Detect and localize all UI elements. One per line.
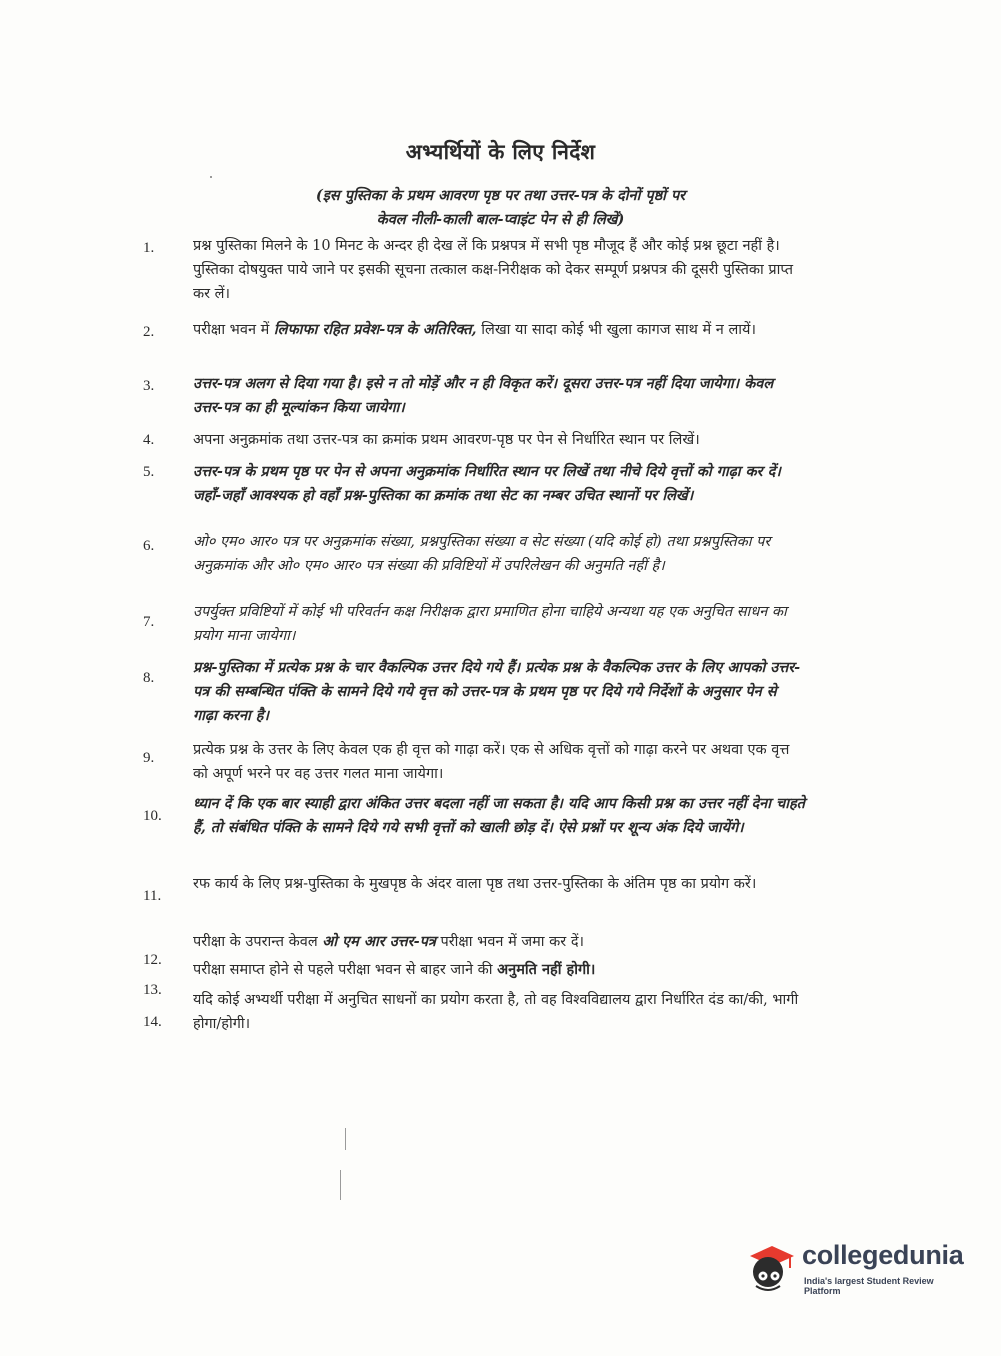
page-title: अभ्यर्थियों के लिए निर्देश [405,139,596,164]
instruction-text [193,930,805,954]
subtitle [0,184,1001,232]
instruction-text: ध्यान दें कि एक बार स्याही द्वारा अंकित उत्तर बदला नहीं जा सकता है। यदि आप किसी प्रश्न का उत्तर नहीं देना चाहते हैं, तो संबंधित पंक्ति के सामने दिये गये सभी वृत्तों को खाली छोड़ दें। ऐसे प्रश्नों पर शून्य अंक दिये जायेंगे। [193,795,805,836]
instruction-text: प्रत्येक प्रश्न के उत्तर के लिए केवल एक ही वृत्त को गाढ़ा करें। एक से अधिक वृत्तों को गाढ़ा करने पर अथवा एक वृत्त को अपूर्ण भरने पर वह उत्तर गलत माना जायेगा। [193,742,790,782]
instruction-text-part: परीक्षा भवन में [193,322,274,338]
instruction-text: प्रश्न-पुस्तिका में प्रत्येक प्रश्न के चार वैकल्पिक उत्तर दिये गये हैं। प्रत्येक प्रश्न के वैकल्पिक उत्तर के लिए आपको उत्तर-पत्र की सम्बन्धित पंक्ति के सामने दिये गये वृत्त को उत्तर-पत्र के प्रथम पृष्ठ पर दिये गये निर्देशों के अनुसार पेन से गाढ़ा करना है। [193,659,801,724]
instruction-text: ओ० एम० आर० पत्र पर अनुक्रमांक संख्या, प्रश्नपुस्तिका संख्या व सेट संख्या (यदि कोई हो) तथा प्रश्नपुस्तिका पर अनुक्रमांक और ओ० एम० आर० पत्र संख्या की प्रविष्टियों में उपरिलेखन की अनुमति नहीं है। [193,534,771,574]
instruction-number: 3. [143,378,155,394]
instruction-number: 9. [143,750,155,766]
instruction-text-part: लिखा या सादा कोई भी खुला कागज साथ में न लायें। [476,322,756,338]
instruction-text [193,318,805,342]
instruction-text-emphasis: लिफाफा रहित प्रवेश-पत्र के अतिरिक्त, [273,321,477,338]
subtitle-line-2: केवल नीली-काली बाल-प्वाइंट पेन से ही लिखें) [376,211,625,228]
instruction-number: 14. [143,1014,162,1030]
instruction-text: उपर्युक्त प्रविष्टियों में कोई भी परिवर्तन कक्ष निरीक्षक द्वारा प्रमाणित होना चाहिये अन्यथा यह एक अनुचित साधन का प्रयोग माना जायेगा। [193,604,787,644]
instruction-number: 4. [143,432,155,448]
instruction-number: 8. [143,670,155,686]
student-mascot-icon [742,1238,800,1296]
instruction-text: उत्तर-पत्र अलग से दिया गया है। इसे न तो मोड़ें और न ही विकृत करें। दूसरा उत्तर-पत्र नहीं दिया जायेगा। केवल उत्तर-पत्र का ही मूल्यांकन किया जायेगा। [193,375,774,416]
instruction-text [193,958,805,982]
instruction-text: रफ कार्य के लिए प्रश्न-पुस्तिका के मुखपृष्ठ के अंदर वाला पृष्ठ तथा उत्तर-पुस्तिका के अंतिम पृष्ठ का प्रयोग करें। [193,876,757,892]
brand-tagline: India's largest Student Review Platform [804,1276,934,1296]
instruction-number: 5. [143,464,155,480]
instruction-text-emphasis: ओ एम आर उत्तर-पत्र [322,933,436,950]
scan-mark [210,176,212,178]
instruction-text: उत्तर-पत्र के प्रथम पृष्ठ पर पेन से अपना अनुक्रमांक निर्धारित स्थान पर लिखें तथा नीचे दिये वृत्तों को गाढ़ा कर दें। जहाँ-जहाँ आवश्यक हो वहाँ प्रश्न-पुस्तिका का क्रमांक तथा सेट का नम्बर उचित स्थानों पर लिखें। [193,463,781,504]
instruction-text: प्रश्न पुस्तिका मिलने के 10 मिनट के अन्दर ही देख लें कि प्रश्नपत्र में सभी पृष्ठ मौजूद हैं और कोई प्रश्न छूटा नहीं है। पुस्तिका दोषयुक्त पाये जाने पर इसकी सूचना तत्काल कक्ष-निरीक्षक को देकर सम्पूर्ण प्रश्नपत्र की दूसरी पुस्तिका प्राप्त कर लें। [193,238,794,302]
instruction-number: 6. [143,538,155,554]
instruction-number: 2. [143,324,155,340]
instruction-number: 10. [143,808,162,824]
instruction-text: यदि कोई अभ्यर्थी परीक्षा में अनुचित साधनों का प्रयोग करता है, तो वह विश्वविद्यालय द्वारा निर्धारित दंड का/की, भागी होगा/होगी। [193,992,799,1032]
instruction-text-part: परीक्षा समाप्त होने से पहले परीक्षा भवन से बाहर जाने की [193,962,498,978]
instruction-number: 11. [143,888,162,904]
subtitle-line-1: (इस पुस्तिका के प्रथम आवरण पृष्ठ पर तथा उत्तर-पत्र के दोनों पृष्ठों पर [315,187,686,204]
instruction-text-emphasis: अनुमति नहीं होगी। [497,961,596,978]
instruction-text-part: परीक्षा के उपरान्त केवल [193,934,323,950]
instruction-number: 7. [143,614,155,630]
instruction-text-part: परीक्षा भवन में जमा कर दें। [435,934,585,950]
scan-mark [345,1128,346,1150]
collegedunia-watermark [742,1238,967,1298]
instruction-number: 13. [143,982,162,998]
instruction-number: 1. [143,240,155,256]
scan-mark [340,1170,341,1200]
brand-name: collegedunia [802,1240,964,1270]
instruction-text: अपना अनुक्रमांक तथा उत्तर-पत्र का क्रमांक प्रथम आवरण-पृष्ठ पर पेन से निर्धारित स्थान पर लिखें। [193,432,700,448]
instruction-number: 12. [143,952,162,968]
